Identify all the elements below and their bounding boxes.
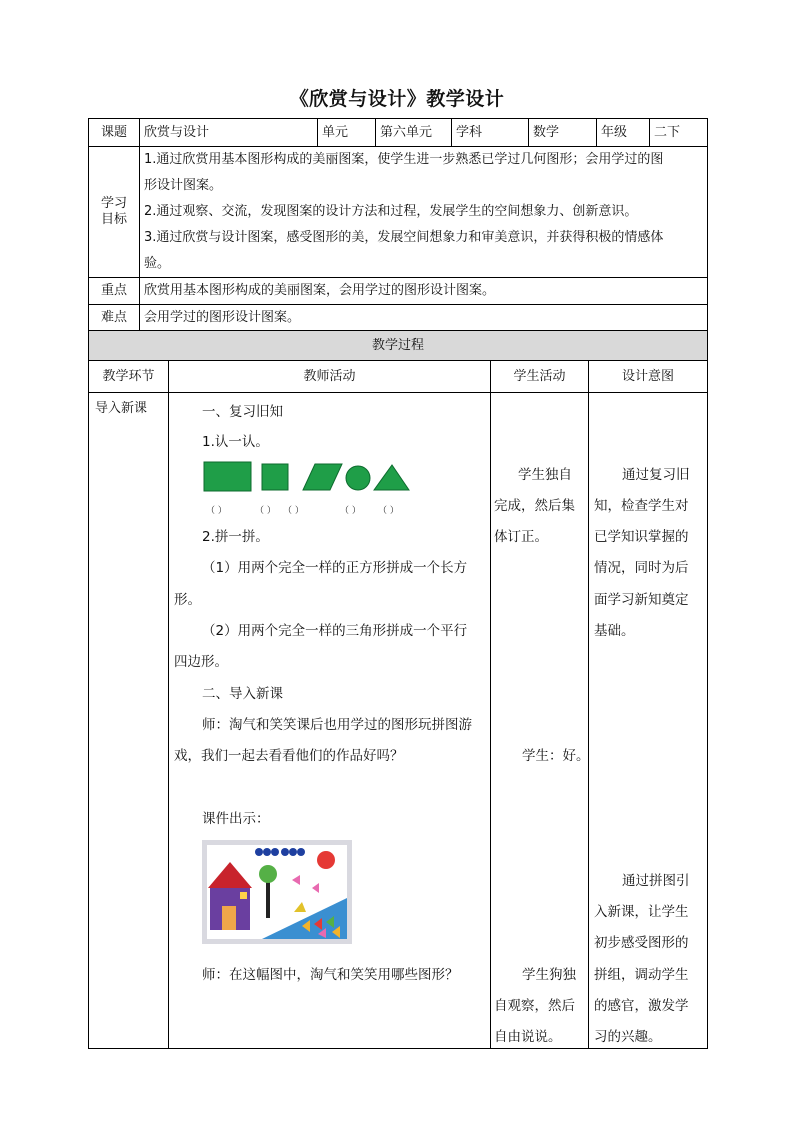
intent-line: 已学知识掌握的 [594, 529, 689, 545]
student-line: 学生独自 [518, 467, 572, 483]
teacher-line: （1）用两个完全一样的正方形拼成一个长方 [202, 560, 468, 576]
student-line: 体订正。 [494, 529, 548, 545]
student-line: 自由说说。 [494, 1029, 562, 1045]
window-shape [240, 892, 247, 899]
teacher-line: 2.拼一拼。 [202, 529, 269, 545]
objectives-content [140, 147, 708, 278]
unit-label: 单元 [318, 119, 376, 147]
intent-line: 的感官，激发学 [594, 998, 689, 1014]
intent-line: 通过复习旧 [622, 467, 690, 483]
col-student-header: 学生活动 [491, 361, 589, 393]
topic-value: 欣赏与设计 [140, 119, 318, 147]
col-intent-header: 设计意图 [589, 361, 708, 393]
objective-line: 2.通过观察、交流，发现图案的设计方法和过程，发展学生的空间想象力、创新意识。 [144, 204, 638, 219]
objective-line: 3.通过欣赏与设计图案，感受图形的美，发展空间想象力和审美意识，并获得积极的情感体 [144, 230, 664, 245]
answer-blank: （ ） [340, 506, 361, 516]
puzzle-picture [202, 840, 352, 944]
tree-top [259, 865, 277, 883]
triangle-shape [374, 465, 409, 490]
key-point-value: 欣赏用基本图形构成的美丽图案，会用学过的图形设计图案。 [140, 278, 708, 305]
difficulty-label: 难点 [89, 305, 140, 332]
intent-line: 通过拼图引 [622, 873, 690, 889]
key-point-label: 重点 [89, 278, 140, 305]
teacher-line: 形。 [174, 592, 201, 608]
student-line: 自观察，然后 [494, 998, 575, 1014]
intent-line: 拼组，调动学生 [594, 967, 689, 983]
intent-line: 面学习新知奠定 [594, 592, 689, 608]
student-line: 完成，然后集 [494, 498, 575, 514]
teacher-line: 师：在这幅图中，淘气和笑笑用哪些图形？ [202, 967, 459, 983]
intent-line: 知，检查学生对 [594, 498, 689, 514]
teacher-line: 课件出示： [202, 811, 270, 827]
unit-value: 第六单元 [376, 119, 452, 147]
col-teacher-header: 教师活动 [169, 361, 491, 393]
intent-line: 入新课，让学生 [594, 904, 689, 920]
parallelogram-shape [303, 464, 342, 490]
difficulty-value: 会用学过的图形设计图案。 [140, 305, 708, 332]
teacher-line: （2）用两个完全一样的三角形拼成一个平行 [202, 623, 468, 639]
intent-line: 初步感受图形的 [594, 935, 689, 951]
teacher-line: 师：淘气和笑笑课后也用学过的图形玩拼图游 [202, 717, 472, 733]
document-title: 《欣赏与设计》教学设计 [289, 88, 505, 110]
teacher-line: 四边形。 [174, 654, 228, 670]
teacher-line: 二、导入新课 [202, 686, 283, 702]
subject-label: 学科 [452, 119, 529, 147]
col-stage-header: 教学环节 [89, 361, 169, 393]
student-line: 学生狗独 [522, 967, 576, 983]
rectangle-shape [204, 462, 251, 491]
subject-value: 数学 [529, 119, 597, 147]
answer-blank: （ ） [206, 506, 227, 516]
intent-line: 习的兴趣。 [594, 1029, 662, 1045]
geometry-shapes-figure [202, 460, 416, 494]
tree-trunk [266, 878, 270, 918]
objectives-label-line: 目标 [100, 212, 127, 227]
stage-cell [89, 393, 169, 1049]
answer-blank: （ ） [255, 506, 276, 516]
student-line: 学生：好。 [522, 748, 590, 764]
objectives-label-line: 学习 [100, 196, 127, 212]
grade-label: 年级 [597, 119, 650, 147]
answer-blank: （ ） [378, 506, 399, 516]
teacher-line: 1.认一认。 [202, 434, 269, 450]
stage-name: 导入新课 [95, 401, 148, 416]
process-heading: 教学过程 [89, 331, 708, 361]
intent-line: 基础。 [594, 623, 635, 639]
student-activity-cell [491, 393, 589, 1049]
objective-line: 形设计图案。 [144, 178, 223, 193]
square-shape [262, 464, 288, 490]
info-table [88, 118, 708, 332]
objective-line: 1.通过欣赏用基本图形构成的美丽图案，使学生进一步熟悉已学过几何图形；会用学过的图 [144, 152, 664, 167]
teacher-line: 戏，我们一起去看看他们的作品好吗？ [174, 748, 404, 764]
sun-shape [317, 851, 335, 869]
grade-value: 二下 [650, 119, 708, 147]
answer-blank: （ ） [283, 506, 304, 516]
topic-label: 课题 [89, 119, 140, 147]
objectives-label [89, 147, 140, 278]
teacher-line: 一、复习旧知 [202, 404, 283, 420]
objective-line: 验。 [144, 256, 171, 271]
circle-shape [346, 466, 370, 490]
intent-line: 情况，同时为后 [594, 560, 689, 576]
door-shape [222, 906, 236, 930]
